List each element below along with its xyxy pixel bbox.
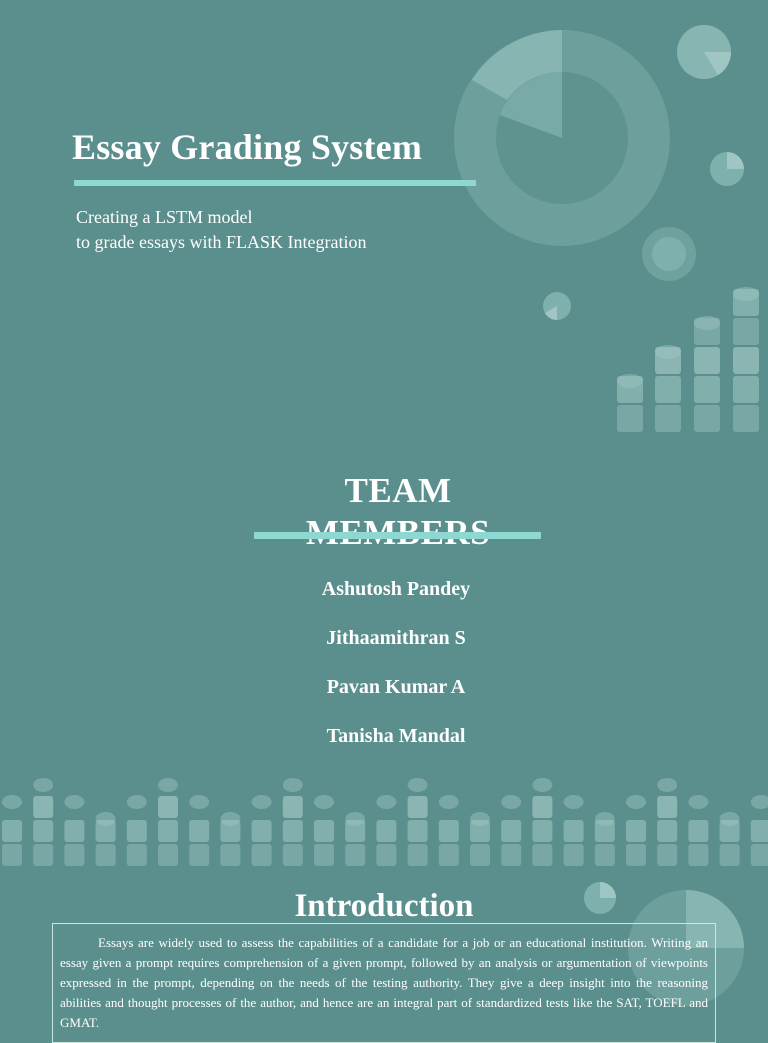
bar-cap [720, 812, 740, 826]
bar-cap [595, 812, 615, 826]
bar-segment [33, 820, 53, 842]
slide-title: Essay Grading System [72, 127, 423, 167]
bar-segment [64, 820, 84, 842]
bar-segment [694, 376, 720, 403]
bar-segment [751, 844, 768, 866]
bar-segment [532, 844, 552, 866]
bar-segment [189, 820, 209, 842]
introduction-paragraph: Essays are widely used to assess the capabilities of a candidate for a job or an educational institution. Writing an essay given a prompt requires comprehension of a given prompt, followed by an analysis or argumentation of viewpoints expressed in the prompt, depending on the needs of the testing authority. They give a deep insight into the reasoning abilities and thought processes of the author, and hence are an integral part of standardized tests like the SAT, TOEFL and GMAT. [60, 935, 708, 1030]
bar-segment [189, 844, 209, 866]
bar-segment [127, 844, 147, 866]
bar-segment [314, 820, 334, 842]
bar-segment [252, 820, 272, 842]
bar-cap [252, 795, 272, 809]
bar-graphic [617, 287, 759, 432]
bar-segment [283, 844, 303, 866]
small-pie-graphic [543, 292, 571, 320]
bar-segment [158, 820, 178, 842]
bar-cap [2, 795, 22, 809]
bar-segment [657, 844, 677, 866]
bar-segment [532, 820, 552, 842]
bar-segment [733, 376, 759, 403]
donut-chart-graphic [454, 30, 670, 246]
bar-segment [733, 405, 759, 432]
bar-segment [751, 820, 768, 842]
bar-cap [33, 778, 53, 792]
bar-segment [688, 844, 708, 866]
bar-cap [189, 795, 209, 809]
bar-cap [751, 795, 768, 809]
bar-segment [470, 844, 490, 866]
bar-cap [657, 778, 677, 792]
bar-segment [283, 796, 303, 818]
bar-cap [694, 316, 720, 330]
bar-segment [408, 820, 428, 842]
bar-segment [283, 820, 303, 842]
bar-cap [96, 812, 116, 826]
small-pie-graphic [677, 25, 731, 79]
team-member-name: Jithaamithran S [326, 627, 466, 649]
bar-segment [532, 796, 552, 818]
team-member-list [234, 574, 558, 770]
bar-cap [314, 795, 334, 809]
bar-cap [688, 795, 708, 809]
bar-segment [688, 820, 708, 842]
team-members-heading [238, 470, 558, 554]
bar-strip-graphic [2, 778, 768, 866]
small-ring-graphic [642, 227, 696, 281]
bar-segment [314, 844, 334, 866]
bar-cap [655, 345, 681, 359]
bar-segment [564, 844, 584, 866]
bar-cap [501, 795, 521, 809]
bar-segment [439, 820, 459, 842]
bar-cap [64, 795, 84, 809]
bar-cap [220, 812, 240, 826]
team-member-name: Pavan Kumar A [326, 676, 466, 698]
bar-segment [655, 376, 681, 403]
bar-segment [33, 844, 53, 866]
bar-segment [694, 347, 720, 374]
introduction-slide [0, 870, 768, 1030]
bar-cap [345, 812, 365, 826]
bar-cap [564, 795, 584, 809]
bar-segment [694, 405, 720, 432]
small-pie-graphic [710, 152, 744, 186]
bar-segment [733, 347, 759, 374]
subtitle-line: to grade essays with FLASK Integration [76, 232, 367, 252]
bar-segment [64, 844, 84, 866]
bar-segment [617, 405, 643, 432]
bar-segment [626, 844, 646, 866]
bar-segment [657, 796, 677, 818]
bar-segment [376, 844, 396, 866]
bar-cap [283, 778, 303, 792]
bar-segment [501, 820, 521, 842]
bar-cap [376, 795, 396, 809]
bar-cap [408, 778, 428, 792]
team-member-name: Tanisha Mandal [326, 725, 466, 747]
title-underline [74, 180, 476, 186]
bar-cap [626, 795, 646, 809]
team-heading-line: TEAM [344, 471, 452, 510]
bar-cap [470, 812, 490, 826]
bar-segment [376, 820, 396, 842]
bar-segment [2, 844, 22, 866]
bar-segment [595, 844, 615, 866]
bar-cap [617, 374, 643, 388]
bar-cap [127, 795, 147, 809]
subtitle [76, 205, 366, 255]
bar-segment [408, 796, 428, 818]
bar-cap [439, 795, 459, 809]
bar-cap [733, 287, 759, 301]
bar-segment [158, 844, 178, 866]
bar-segment [2, 820, 22, 842]
bar-segment [33, 796, 53, 818]
bar-segment [252, 844, 272, 866]
team-member-name: Ashutosh Pandey [321, 578, 471, 600]
bar-segment [733, 318, 759, 345]
bar-segment [657, 820, 677, 842]
bar-segment [720, 844, 740, 866]
bar-segment [345, 844, 365, 866]
subtitle-line: Creating a LSTM model [76, 207, 253, 227]
team-heading-underline [254, 532, 541, 539]
bar-segment [655, 405, 681, 432]
bar-cap [532, 778, 552, 792]
introduction-text-box [52, 923, 716, 1043]
bar-segment [439, 844, 459, 866]
bar-cap [158, 778, 178, 792]
bar-segment [127, 820, 147, 842]
bar-segment [564, 820, 584, 842]
bar-segment [626, 820, 646, 842]
bar-segment [501, 844, 521, 866]
bar-segment [96, 844, 116, 866]
bar-segment [158, 796, 178, 818]
bar-segment [408, 844, 428, 866]
bar-segment [220, 844, 240, 866]
introduction-heading: Introduction [294, 888, 474, 924]
